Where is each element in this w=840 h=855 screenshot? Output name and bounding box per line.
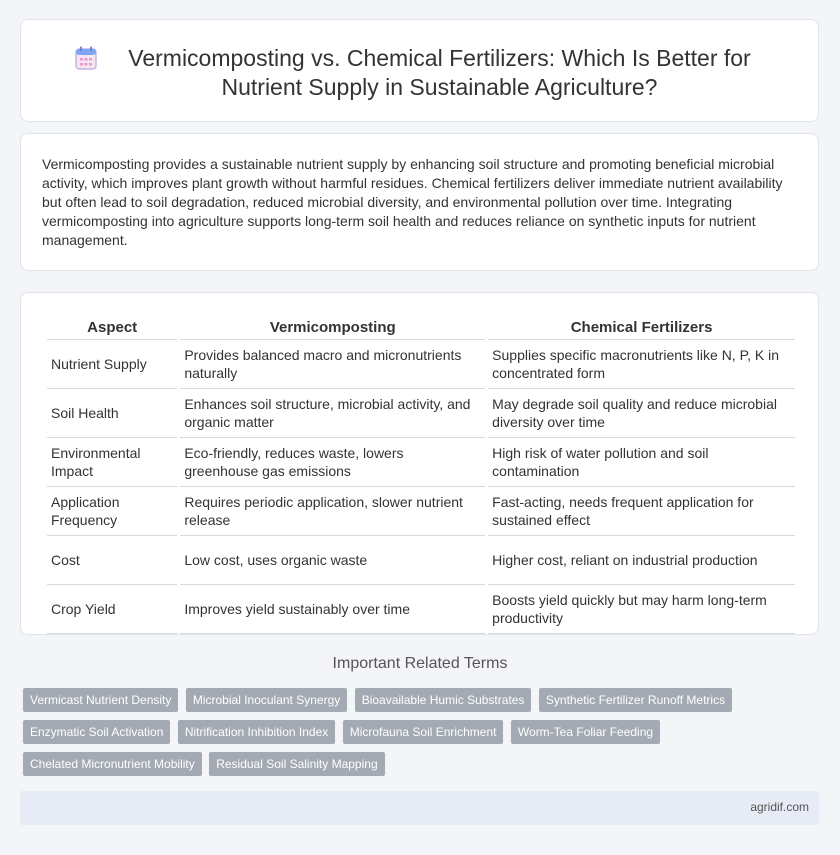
table-cell: Supplies specific macronutrients like N, P, K in concentrated form (488, 340, 795, 389)
table-row (47, 438, 795, 487)
table-header-row (47, 317, 795, 340)
related-term-tag[interactable]: Residual Soil Salinity Mapping (209, 752, 384, 776)
related-term-tag[interactable]: Synthetic Fertilizer Runoff Metrics (539, 688, 732, 712)
footer-site-link[interactable]: agridif.com (750, 800, 809, 814)
column-header: Chemical Fertilizers (488, 317, 795, 340)
related-terms-title: Important Related Terms (332, 655, 508, 672)
footer (20, 791, 819, 825)
table-cell: Eco-friendly, reduces waste, lowers greenhouse gas emissions (180, 438, 485, 487)
calendar-icon (75, 46, 97, 70)
table-row (47, 536, 795, 585)
related-term-tag[interactable]: Enzymatic Soil Activation (23, 720, 170, 744)
table-cell: Cost (47, 536, 177, 585)
table-cell: Low cost, uses organic waste (180, 536, 485, 585)
table-cell: Requires periodic application, slower nutrient release (180, 487, 485, 536)
title-card (20, 19, 819, 122)
page-title: Vermicomposting vs. Chemical Fertilizers: Which Is Better for Nutrient Supply in Sustainable Agriculture? (128, 45, 751, 100)
related-term-tag[interactable]: Chelated Micronutrient Mobility (23, 752, 202, 776)
table-cell: Fast-acting, needs frequent application for sustained effect (488, 487, 795, 536)
table-cell: Crop Yield (47, 585, 177, 634)
comparison-table (44, 317, 798, 634)
table-cell: Soil Health (47, 389, 177, 438)
table-cell: Higher cost, reliant on industrial production (488, 536, 795, 585)
summary-card (20, 133, 819, 271)
related-term-tag[interactable]: Microbial Inoculant Synergy (186, 688, 347, 712)
table-cell: Provides balanced macro and micronutrients naturally (180, 340, 485, 389)
summary-text: Vermicomposting provides a sustainable nutrient supply by enhancing soil structure and promoting beneficial microbial activity, which improves plant growth without harmful residues. Chemical fertilizers deliver immediate nutrient availability but often lead to soil degradation, reduced microbial diversity, and environmental pollution over time. Integrating vermicomposting into agriculture supports long-term soil health and reduces reliance on synthetic inputs for nutrient management. (42, 156, 783, 248)
table-cell: Nutrient Supply (47, 340, 177, 389)
table-cell: Environmental Impact (47, 438, 177, 487)
table-cell: High risk of water pollution and soil contamination (488, 438, 795, 487)
table-cell: Enhances soil structure, microbial activity, and organic matter (180, 389, 485, 438)
column-header: Vermicomposting (180, 317, 485, 340)
table-row (47, 389, 795, 438)
related-term-tag[interactable]: Nitrification Inhibition Index (178, 720, 335, 744)
table-cell: May degrade soil quality and reduce microbial diversity over time (488, 389, 795, 438)
table-cell: Boosts yield quickly but may harm long-term productivity (488, 585, 795, 634)
related-term-tag[interactable]: Vermicast Nutrient Density (23, 688, 178, 712)
related-term-tag[interactable]: Worm-Tea Foliar Feeding (511, 720, 660, 744)
column-header: Aspect (47, 317, 177, 340)
table-row (47, 487, 795, 536)
comparison-card (20, 292, 819, 635)
table-cell: Application Frequency (47, 487, 177, 536)
table-row (47, 340, 795, 389)
related-term-tag[interactable]: Bioavailable Humic Substrates (355, 688, 532, 712)
table-cell: Improves yield sustainably over time (180, 585, 485, 634)
related-terms-list (23, 688, 803, 784)
related-term-tag[interactable]: Microfauna Soil Enrichment (343, 720, 504, 744)
table-row (47, 585, 795, 634)
